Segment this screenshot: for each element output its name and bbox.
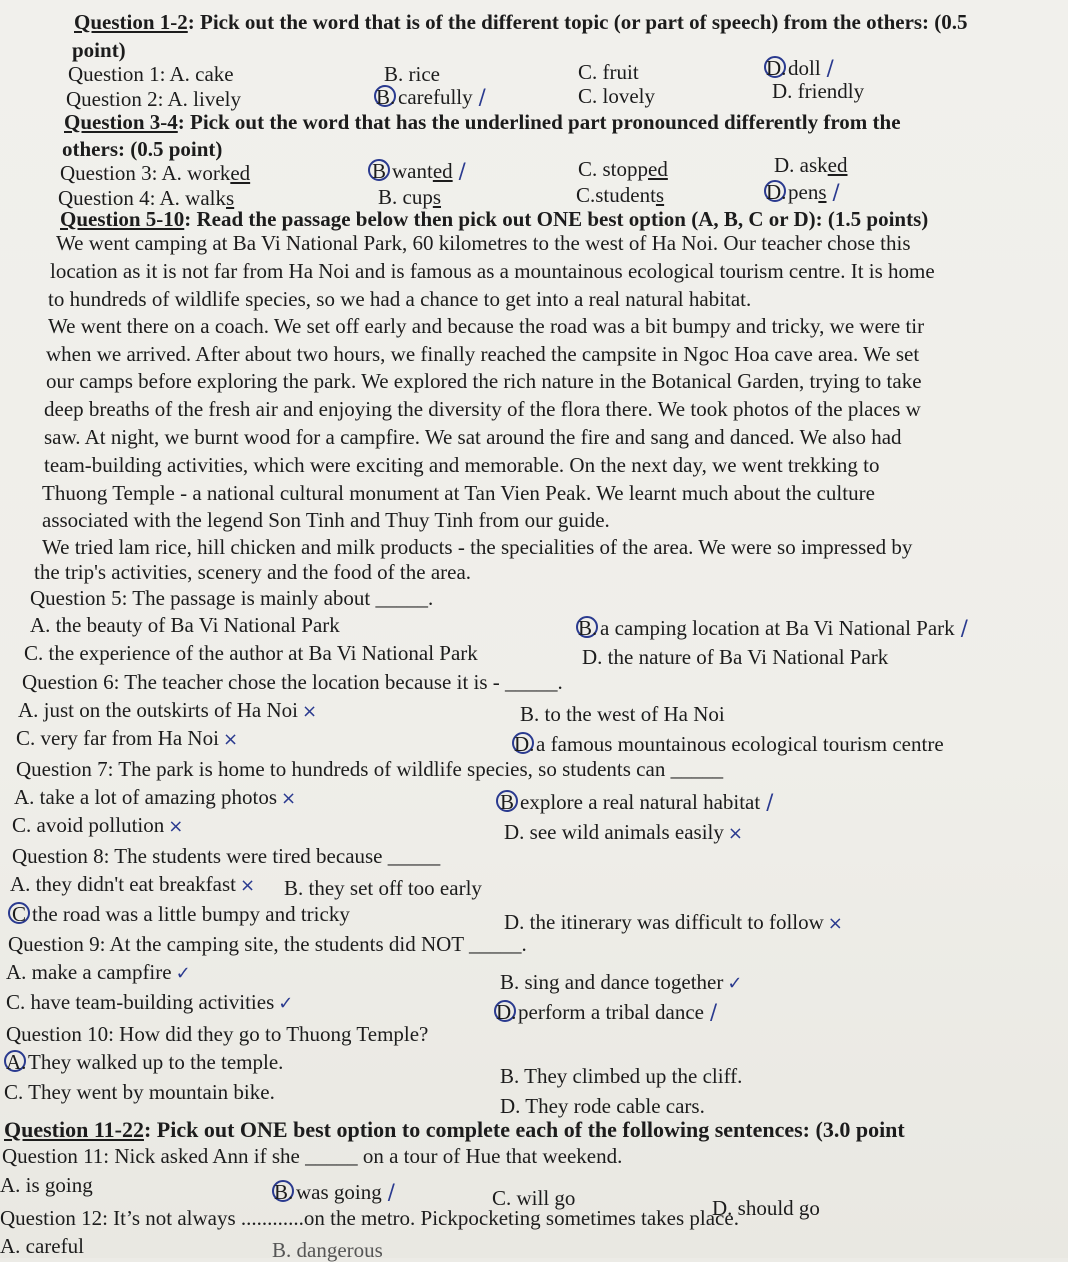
q4-option-d: D.pens / (766, 180, 840, 204)
q2-label: Question 2: A. lively (66, 87, 241, 111)
q5-option-d: D. the nature of Ba Vi National Park (582, 645, 889, 669)
answer-circle: B. (578, 616, 598, 640)
q3-label: Question 3: A. worked (60, 161, 251, 185)
cross-mark-icon: × (239, 875, 256, 896)
q7-option-b: B explore a real natural habitat / (496, 790, 773, 814)
q7-option-d: D. see wild animals easily × (504, 820, 743, 844)
check-mark-icon: ✓ (727, 973, 743, 994)
check-mark-icon: ✓ (175, 963, 191, 984)
q2-option-b: B. carefully / (376, 85, 486, 109)
q9-option-d: D.perform a tribal dance / (496, 1000, 718, 1024)
check-mark-icon: / (458, 159, 466, 183)
q4-label: Question 4: A. walks (58, 186, 235, 210)
q7-option-c: C. avoid pollution × (12, 813, 184, 837)
passage-line: team-building activities, which were exciting and memorable. On the next day, we went trekking to (44, 453, 880, 477)
passage-line: location as it is not far from Ha Noi and is famous as a mountainous ecological tourism centre. It is home (50, 259, 935, 283)
q1-option-c: C. fruit (578, 60, 639, 84)
check-mark-icon: / (960, 616, 968, 640)
q6-option-c: C. very far from Ha Noi × (16, 726, 239, 750)
q1-label: Question 1: A. cake (68, 62, 234, 86)
section-heading-q1-2-cont: point) (72, 38, 126, 62)
q11-option-d: D. should go (712, 1196, 820, 1220)
q8-stem: Question 8: The students were tired because _____ (12, 844, 441, 868)
passage-line: We tried lam rice, hill chicken and milk products - the specialities of the area. We were so impressed by (42, 535, 913, 559)
q6-option-a: A. just on the outskirts of Ha Noi × (18, 698, 318, 722)
check-mark-icon: / (710, 1000, 718, 1024)
q7-stem: Question 7: The park is home to hundreds of wildlife species, so students can _____ (16, 757, 724, 781)
q5-option-b: B. a camping location at Ba Vi National Park / (578, 616, 968, 640)
passage-line: to hundreds of wildlife species, so we had a chance to get into a real natural habitat. (48, 287, 752, 311)
q3-option-b: B wanted / (368, 159, 466, 183)
check-mark-icon: / (766, 790, 774, 814)
cross-mark-icon: × (222, 729, 239, 750)
q11-option-a: A. is going (0, 1173, 93, 1197)
check-mark-icon: / (832, 180, 840, 204)
q4-option-b: B. cups (378, 185, 442, 209)
passage-line: We went camping at Ba Vi National Park, 60 kilometres to the west of Ha Noi. Our teacher chose this (56, 231, 911, 255)
q6-option-b: B. to the west of Ha Noi (520, 702, 725, 726)
passage-line: when we arrived. After about two hours, we finally reached the campsite in Ngoc Hoa cave area. We set (46, 342, 920, 366)
q6-stem: Question 6: The teacher chose the location because it is - _____. (22, 670, 563, 694)
q10-option-a: A.They walked up to the temple. (6, 1050, 284, 1074)
answer-circle: A. (6, 1050, 27, 1074)
q1-option-d: D.doll / (766, 56, 834, 80)
q12-option-a: A. careful (0, 1234, 84, 1258)
q3-option-c: C. stopped (578, 157, 668, 181)
passage-line: deep breaths of the fresh air and enjoying the diversity of the flora there. We took photos of the places w (44, 397, 921, 421)
passage-line: associated with the legend Son Tinh and Thuy Tinh from our guide. (42, 508, 610, 532)
check-mark-icon: / (826, 56, 834, 80)
q2-option-d: D. friendly (772, 79, 865, 103)
q9-stem: Question 9: At the camping site, the students did NOT _____. (8, 932, 527, 956)
q6-option-d: D.a famous mountainous ecological tourism centre (514, 732, 944, 756)
passage-line: our camps before exploring the park. We explored the rich nature in the Botanical Garden, trying to take (46, 369, 922, 393)
q7-option-a: A. take a lot of amazing photos × (14, 785, 297, 809)
answer-circle: D. (496, 1000, 517, 1024)
answer-circle: D. (766, 180, 787, 204)
passage-line: Thuong Temple - a national cultural monument at Tan Vien Peak. We learnt much about the culture (42, 481, 875, 505)
cross-mark-icon: × (301, 701, 318, 722)
q11-stem: Question 11: Nick asked Ann if she _____ on a tour of Hue that weekend. (2, 1144, 623, 1168)
q3-option-d: D. asked (774, 153, 848, 177)
q10-option-d: D. They rode cable cars. (500, 1094, 705, 1118)
q10-option-c: C. They went by mountain bike. (4, 1080, 275, 1104)
section-heading-q3-4: Question 3-4: Pick out the word that has the underlined part pronounced differently from the (64, 110, 901, 134)
q9-option-b: B. sing and dance together ✓ (500, 970, 743, 994)
section-heading-q1-2: Question 1-2: Pick out the word that is of the different topic (or part of speech) from the others: (0.5 (74, 10, 968, 34)
cross-mark-icon: × (168, 816, 184, 837)
q10-option-b: B. They climbed up the cliff. (500, 1064, 743, 1088)
q8-option-d: D. the itinerary was difficult to follow × (504, 910, 843, 934)
q8-option-c: C the road was a little bumpy and tricky (8, 902, 350, 926)
q12-option-b: B. dangerous (272, 1238, 383, 1262)
answer-circle: D. (514, 732, 535, 756)
q11-option-c: C. will go (492, 1186, 576, 1210)
section-heading-q3-4-cont: others: (0.5 point) (62, 137, 223, 161)
passage-line: saw. At night, we burnt wood for a campfire. We sat around the fire and sang and danced. We also had (44, 425, 902, 449)
q1-option-b: B. rice (384, 62, 440, 86)
cross-mark-icon: × (827, 913, 843, 934)
q5-option-c: C. the experience of the author at Ba Vi National Park (24, 641, 478, 665)
q12-stem: Question 12: It’s not always ............on the metro. Pickpocketing sometimes takes place. (0, 1206, 739, 1230)
q5-stem: Question 5: The passage is mainly about _____. (30, 586, 434, 610)
q4-option-c: C.students (576, 183, 665, 207)
q8-option-b: B. they set off too early (284, 876, 482, 900)
q9-option-c: C. have team-building activities ✓ (6, 990, 294, 1014)
section-heading-q5-10: Question 5-10: Read the passage below then pick out ONE best option (A, B, C or D): (1.5 points) (60, 207, 929, 231)
check-mark-icon: ✓ (278, 993, 294, 1014)
q11-option-b: B. was going / (274, 1180, 395, 1204)
answer-circle: D. (766, 56, 787, 80)
q5-option-a: A. the beauty of Ba Vi National Park (30, 613, 340, 637)
passage-line: the trip's activities, scenery and the food of the area. (34, 560, 472, 584)
answer-circle: C (8, 902, 30, 924)
check-mark-icon: / (387, 1180, 395, 1204)
answer-circle: B. (376, 85, 396, 109)
check-mark-icon: / (478, 85, 486, 109)
answer-circle: B (368, 159, 390, 181)
cross-mark-icon: × (281, 788, 297, 809)
q2-option-c: C. lovely (578, 84, 655, 108)
cross-mark-icon: × (727, 823, 743, 844)
passage-line: We went there on a coach. We set off early and because the road was a bit bumpy and tricky, we were tir (48, 314, 925, 338)
answer-circle: B. (274, 1180, 294, 1204)
q10-stem: Question 10: How did they go to Thuong Temple? (6, 1022, 429, 1046)
q8-option-a: A. they didn't eat breakfast × (10, 872, 256, 896)
section-heading-q11-22: Question 11-22: Pick out ONE best option to complete each of the following sentences: (3.0 point (4, 1117, 905, 1142)
q9-option-a: A. make a campfire ✓ (6, 960, 191, 984)
answer-circle: B (496, 790, 518, 812)
